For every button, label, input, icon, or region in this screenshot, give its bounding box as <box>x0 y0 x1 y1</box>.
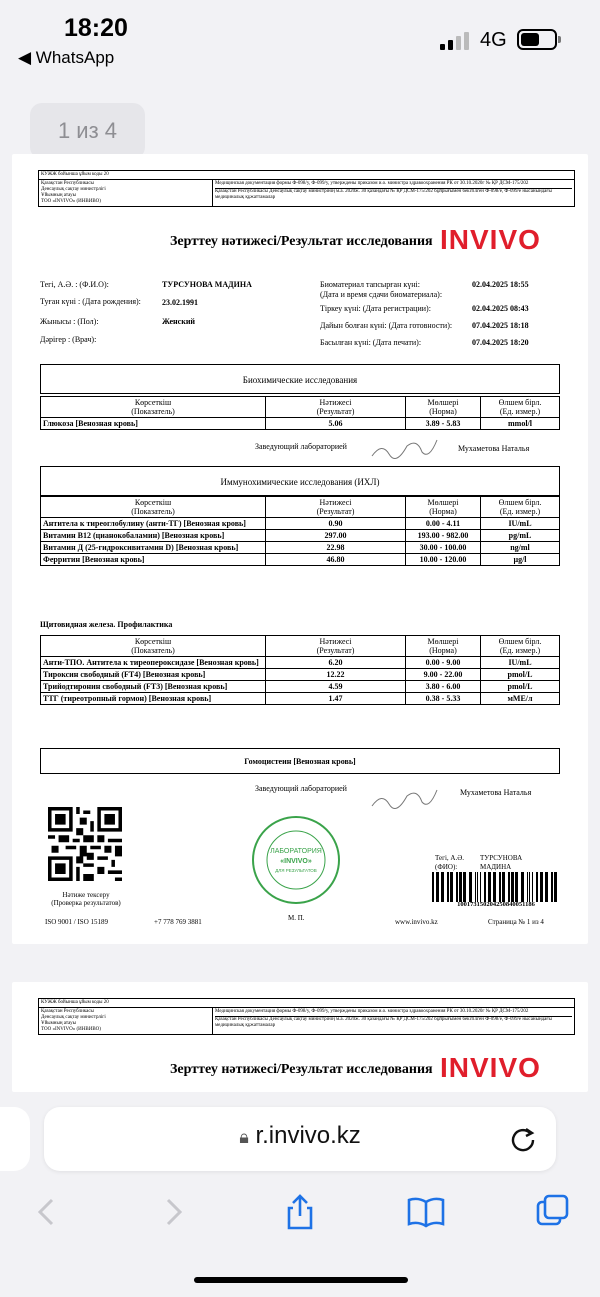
svg-text:«INVIVO»: «INVIVO» <box>280 858 312 865</box>
site-link[interactable]: www.invivo.kz <box>395 918 438 926</box>
svg-text:ДЛЯ РЕЗУЛЬТАТОВ: ДЛЯ РЕЗУЛЬТАТОВ <box>275 868 317 873</box>
thyroid-table: Көрсеткіш (Показатель) Нәтижесі (Результат) Мөлшері (Норма) Өлшем бірл. (Ед. измер.) Анти-ТПО. Антитела к тиреопероксидазе [Венозная кровь] 6.20 0.00 - 9.00 IU/mL Тироксин свободный (FT4) [Венозная кровь] 12.22 9.00 - 22.00 pmol/L Трийодтиронин свободный (FT3) [Венозная кровь] 4.59 3.80 - 6.00 pmol/L ТТГ (тиреотропный гормон) [Венозная кровь] 1.47 0.38 - 5.33 мМЕ/л <box>40 635 560 705</box>
forward-arrow-icon[interactable] <box>152 1192 192 1232</box>
lab-stamp <box>250 814 342 906</box>
sign-name: Мухаметова Наталья <box>458 444 530 453</box>
signature <box>367 784 442 814</box>
page-counter: 1 из 4 <box>30 103 145 159</box>
table-row: Витамин B12 (цианокобаламин) [Венозная кровь] 297.00 193.00 - 982.00 pg/mL <box>41 530 560 542</box>
signature <box>367 434 442 464</box>
phone: +7 778 769 3881 <box>154 918 202 926</box>
back-arrow-icon[interactable] <box>28 1192 68 1232</box>
network-type: 4G <box>480 29 507 51</box>
barcode <box>432 872 560 902</box>
qr-code[interactable] <box>48 807 122 881</box>
bookmarks-icon[interactable] <box>406 1192 446 1232</box>
form-header: КУЖЖ бойынша ұйым коды 20 Қазақстан Республикасы Денсаулық сақтау министрлігі Ұйымның атауы ТОО «INVIVO» (ИНВИВО) Медицинская документация формы Ф-098/у, Ф-099/у, утверждены приказом и.о. министра здравоохранения РК от 30.10.2020г № ҚР ДСМ-175/202 Қазақстан Республикасы Денсаулық сақтау министрінің м.а. 2020ж. 30 қазандағы № ҚР ДСМ-175/202 бұйрығымен бекітілген Ф-098/е, Ф-099/е нысанындағы медициналық құжаттамалар <box>38 170 575 207</box>
battery-icon <box>517 29 557 50</box>
table-row: Антитела к тиреоглобулину (анти-ТГ) [Венозная кровь] 0.90 0.00 - 4.11 IU/mL <box>41 518 560 530</box>
home-indicator <box>194 1277 408 1283</box>
patient-name: ТУРСУНОВА МАДИНА <box>162 280 252 289</box>
table-row: Тироксин свободный (FT4) [Венозная кровь] 12.22 9.00 - 22.00 pmol/L <box>41 669 560 681</box>
lock-icon: 🔒︎ <box>239 1127 249 1147</box>
signal-icon <box>440 32 470 50</box>
thyroid-title: Щитовидная железа. Профилактика <box>40 620 173 629</box>
share-icon[interactable] <box>280 1192 320 1232</box>
section-biochem: Биохимические исследования <box>40 364 560 394</box>
biochem-table: Көрсеткіш (Показатель) Нәтижесі (Результат) Мөлшері (Норма) Өлшем бірл. (Ед. измер.) Глюкоза [Венозная кровь] 5.06 3.89 - 5.83 mmol/l <box>40 396 560 430</box>
table-row: Анти-ТПО. Антитела к тиреопероксидазе [Венозная кровь] 6.20 0.00 - 9.00 IU/mL <box>41 657 560 669</box>
svg-text:ЛАБОРАТОРИЯ: ЛАБОРАТОРИЯ <box>270 848 322 855</box>
sign-role: Заведующий лабораторией <box>255 442 347 451</box>
table-row: Глюкоза [Венозная кровь] 5.06 3.89 - 5.83 mmol/l <box>41 418 560 430</box>
back-to-whatsapp[interactable]: ◀ WhatsApp <box>18 48 115 67</box>
document-page-2: КУЖЖ бойынша ұйым коды 20 Қазақстан Республикасы Денсаулық сақтау министрлігі Ұйымның атауы ТОО «INVIVO» (ИНВИВО) Медицинская документация формы Ф-098/у, Ф-099/у, утверждены приказом и.о. министра здравоохранения РК от 30.10.2020г № ҚР ДСМ-175/202 Қазақстан Республикасы Денсаулық сақтау министрінің м.а. 2020ж. 30 қазандағы № ҚР ДСМ-175/202 бұйрығымен бекітілген Ф-098/е, Ф-099/е нысанындағы медициналық құжаттамалар Зерттеу нәтижесі/Результат исследования INVIVO <box>12 982 588 1092</box>
url-text: r.invivo.kz <box>255 1122 361 1149</box>
tabs-icon[interactable] <box>533 1192 573 1232</box>
iso-label: ISO 9001 / ISO 15189 <box>45 918 109 926</box>
section-ihl: Иммунохимические исследования (ИХЛ) <box>40 466 560 496</box>
document-page-1: КУЖЖ бойынша ұйым коды 20 Қазақстан Республикасы Денсаулық сақтау министрлігі Ұйымның атауы ТОО «INVIVO» (ИНВИВО) Медицинская документация формы Ф-098/у, Ф-099/у, утверждены приказом и.о. министра здравоохранения РК от 30.10.2020г № ҚР ДСМ-175/202 Қазақстан Республикасы Денсаулық сақтау министрінің м.а. 2020ж. 30 қазандағы № ҚР ДСМ-175/202 бұйрығымен бекітілген Ф-098/е, Ф-099/е нысанындағы медициналық құжаттамалар Зерттеу нәтижесі/Результат исследования INVIVO Тегі, А.Ә. : (Ф.И.О): ТУРСУНОВА МАДИНА Туған күні : (Дата рождения): 23.02.1991 Жынысы : (Пол): Женский Дәрігер : (Врач): Биоматериал тапсырған күні: (Дата и время сдачи биоматериала): 02.04.2025 18:55 Тіркеу күні: (Дата регистрации): 02.04.2025 08:43 Дайын болған күні: (Дата готовности): 07.04.2025 18:18 Басылған күні: (Дата печати): 07.04.2025 18:20 Биохимические исследования Көрсеткіш (Показатель) Нәтижесі (Результат) Мөлшері (Норма) Өлшем бірл. (Ед. измер.) Глюкоза [Венозная кровь] 5.06 3.89 - 5.83 mmol/l Заведующий лабораторией Мухаметова Наталья Иммунохимические исследования (ИХЛ) Көрсеткіш (Показатель) Нәтижесі (Результат) Мөлшері (Норма) Өлшем бірл. (Ед. измер.) Антитела к тиреоглобулину (анти-ТГ) [Венозная кровь] 0.90 0.00 - 4.11 IU/mL Витамин B12 (цианокобаламин) [Венозная кровь] 297.00 193.00 - 982.00 pg/mL Витамин Д (25-гидроксивитамин D) [Венозная кровь] 22.98 30.00 - 100.00 ng/ml Ферритин [Венозная кровь] 46.80 10.00 - 120.00 µg/l Щитовидная железа. Профилактика Көрсеткіш (Показатель) Нәтижесі (Результат) Мөлшері (Норма) Өлшем бірл. (Ед. измер.) Анти-ТПО. Антитела к тиреопероксидазе [Венозная кровь] 6.20 0.00 - 9.00 IU/mL Тироксин свободный (FT4) [Венозная кровь] 12.22 9.00 - 22.00 pmol/L Трийодтиронин свободный (FT3) [Венозная кровь] 4.59 3.80 - 6.00 pmol/L ТТГ (тиреотропный гормон) [Венозная кровь] 1.47 0.38 - 5.33 мМЕ/л Гомоцистеин [Венозная кровь] Заведующий лабораторией Мухаметова Наталья Нәтиже тексеру (Проверка результатов) ISO 9001 / ISO 15189 +7 778 769 3881 ЛАБОРАТОРИЯ «INVIVO» ДЛЯ РЕЗУЛЬТАТОВ М. П. Тегі, А.Ә. (ФИО): ТУРСУНОВА МАДИНА 100173150204250840051186 www.invivo.kz Страница № 1 из 4 <box>12 154 588 944</box>
reload-icon[interactable] <box>508 1124 538 1154</box>
status-time: 18:20 <box>64 14 128 42</box>
ihl-table: Көрсеткіш (Показатель) Нәтижесі (Результат) Мөлшері (Норма) Өлшем бірл. (Ед. измер.) Антитела к тиреоглобулину (анти-ТГ) [Венозная кровь] 0.90 0.00 - 4.11 IU/mL Витамин B12 (цианокобаламин) [Венозная кровь] 297.00 193.00 - 982.00 pg/mL Витамин Д (25-гидроксивитамин D) [Венозная кровь] 22.98 30.00 - 100.00 ng/ml Ферритин [Венозная кровь] 46.80 10.00 - 120.00 µg/l <box>40 496 560 566</box>
table-row: Ферритин [Венозная кровь] 46.80 10.00 - 120.00 µg/l <box>41 554 560 566</box>
homocysteine-row: Гомоцистеин [Венозная кровь] <box>40 748 560 774</box>
doc-title: Зерттеу нәтижесі/Результат исследования <box>170 234 433 249</box>
invivo-logo: INVIVO <box>440 224 541 255</box>
page-number: Страница № 1 из 4 <box>488 918 544 926</box>
table-row: ТТГ (тиреотропный гормон) [Венозная кровь] 1.47 0.38 - 5.33 мМЕ/л <box>41 693 560 705</box>
table-row: Витамин Д (25-гидроксивитамин D) [Венозная кровь] 22.98 30.00 - 100.00 ng/ml <box>41 542 560 554</box>
table-row: Трийодтиронин свободный (FT3) [Венозная кровь] 4.59 3.80 - 6.00 pmol/L <box>41 681 560 693</box>
